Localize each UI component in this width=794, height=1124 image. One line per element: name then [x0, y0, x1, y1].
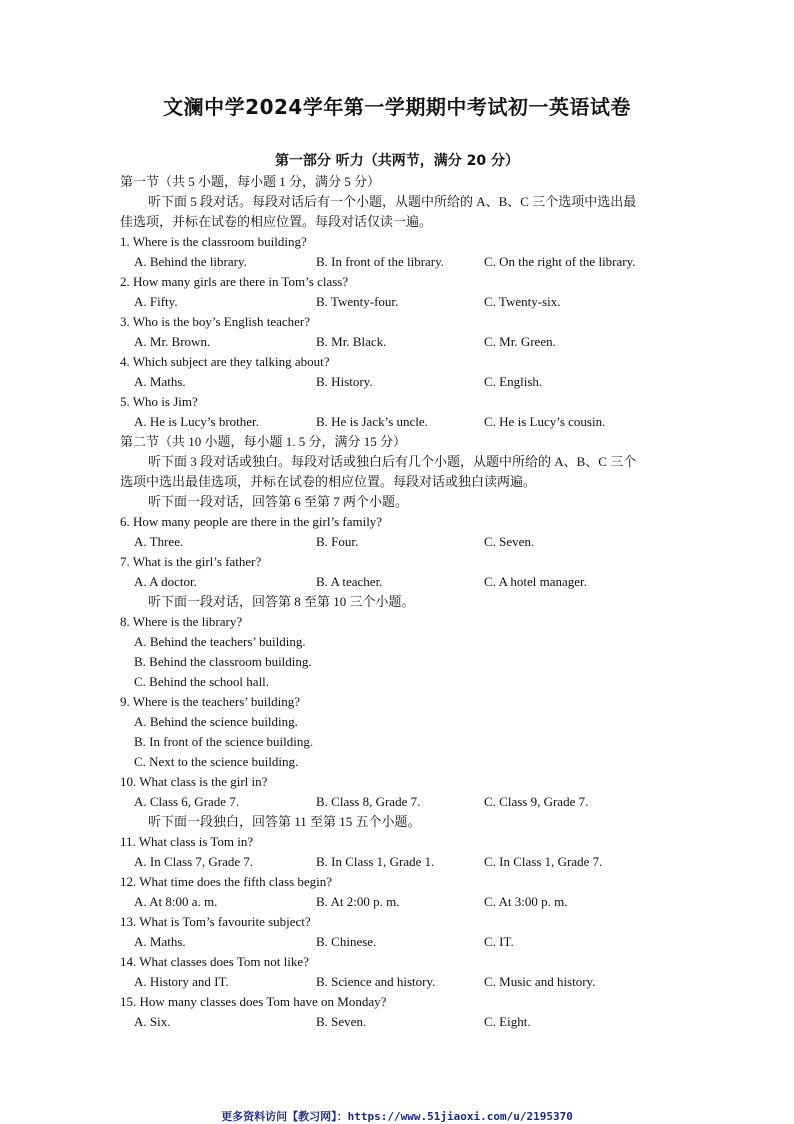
option-c: C. In Class 1, Grade 7.	[484, 854, 603, 869]
section-heading: 第二节（共 10 小题，每小题 1. 5 分，满分 15 分）	[120, 434, 407, 449]
option-a: A. Maths.	[134, 374, 186, 389]
option-a: A. History and IT.	[134, 974, 229, 989]
option-c: C. English.	[484, 374, 543, 389]
option-b: B. Twenty-four.	[316, 294, 399, 309]
option-c: C. A hotel manager.	[484, 574, 587, 589]
option-b: B. At 2:00 p. m.	[316, 894, 400, 909]
question-text: 1. Where is the classroom building?	[120, 234, 307, 249]
option-a: A. Mr. Brown.	[134, 334, 211, 349]
option-c: C. On the right of the library.	[484, 254, 636, 269]
options-row	[120, 372, 680, 392]
option-a: A. At 8:00 a. m.	[134, 894, 218, 909]
option-a: A. Behind the library.	[134, 254, 247, 269]
option-b: B. History.	[316, 374, 373, 389]
instruction-text: 听下面 5 段对话。每段对话后有一个小题，从题中所给的 A、B、C 三个选项中选出最	[148, 194, 637, 209]
option-b: B. Chinese.	[316, 934, 377, 949]
options-row	[120, 852, 680, 872]
instruction-text: 选项中选出最佳选项，并标在试卷的相应位置。每段对话或独白读两遍。	[120, 474, 537, 489]
question-text: 4. Which subject are they talking about?	[120, 354, 330, 369]
option-b: B. Class 8, Grade 7.	[316, 794, 421, 809]
question-text: 8. Where is the library?	[120, 614, 243, 629]
option-b: B. In front of the library.	[316, 254, 445, 269]
options-row	[120, 252, 680, 272]
question-text: 6. How many people are there in the girl’s family?	[120, 514, 383, 529]
options-row	[120, 792, 680, 812]
option-a: A. Behind the teachers’ building.	[134, 634, 306, 649]
option-b: B. In Class 1, Grade 1.	[316, 854, 435, 869]
option-c: C. Mr. Green.	[484, 334, 556, 349]
question-text: 7. What is the girl’s father?	[120, 554, 262, 569]
options-row	[120, 972, 680, 992]
options-row	[120, 332, 680, 352]
options-row	[120, 412, 680, 432]
instruction-text: 佳选项，并标在试卷的相应位置。每段对话仅读一遍。	[120, 214, 433, 229]
footer-link[interactable]: 更多资料访问【教习网】：https://www.51jiaoxi.com/u/2195370	[221, 1110, 573, 1123]
option-c: C. Behind the school hall.	[134, 674, 270, 689]
option-c: C. Class 9, Grade 7.	[484, 794, 589, 809]
option-b: B. A teacher.	[316, 574, 383, 589]
option-a: A. Fifty.	[134, 294, 178, 309]
option-a: A. Behind the science building.	[134, 714, 298, 729]
question-text: 11. What class is Tom in?	[120, 834, 254, 849]
listening-note: 听下面一段对话，回答第 6 至第 7 两个小题。	[148, 494, 409, 509]
option-c: C. Eight.	[484, 1014, 531, 1029]
options-row	[120, 572, 680, 592]
option-a: A. Maths.	[134, 934, 186, 949]
option-b: B. Four.	[316, 534, 359, 549]
question-text: 12. What time does the fifth class begin?	[120, 874, 333, 889]
question-text: 15. How many classes does Tom have on Monday?	[120, 994, 387, 1009]
option-c: C. Music and history.	[484, 974, 596, 989]
question-text: 5. Who is Jim?	[120, 394, 198, 409]
listening-note: 听下面一段独白，回答第 11 至第 15 五个小题。	[148, 814, 421, 829]
options-row	[120, 892, 680, 912]
question-text: 9. Where is the teachers’ building?	[120, 694, 301, 709]
option-b: B. In front of the science building.	[134, 734, 314, 749]
option-a: A. He is Lucy’s brother.	[134, 414, 259, 429]
options-row	[120, 532, 680, 552]
option-a: A. Three.	[134, 534, 184, 549]
option-c: C. Twenty-six.	[484, 294, 561, 309]
option-b: B. Science and history.	[316, 974, 436, 989]
option-c: C. At 3:00 p. m.	[484, 894, 568, 909]
instruction-text: 听下面 3 段对话或独白。每段对话或独白后有几个小题，从题中所给的 A、B、C 三个	[148, 454, 637, 469]
option-b: B. He is Jack’s uncle.	[316, 414, 428, 429]
question-text: 3. Who is the boy’s English teacher?	[120, 314, 311, 329]
options-row	[120, 1012, 680, 1032]
option-a: A. Class 6, Grade 7.	[134, 794, 240, 809]
option-a: A. A doctor.	[134, 574, 197, 589]
listening-note: 听下面一段对话，回答第 8 至第 10 三个小题。	[148, 594, 415, 609]
question-text: 13. What is Tom’s favourite subject?	[120, 914, 311, 929]
option-c: C. Next to the science building.	[134, 754, 299, 769]
option-a: A. Six.	[134, 1014, 171, 1029]
options-row	[120, 932, 680, 952]
page-title: 文澜中学2024学年第一学期期中考试初一英语试卷	[163, 95, 631, 119]
option-c: C. He is Lucy’s cousin.	[484, 414, 606, 429]
part-title: 第一部分 听力（共两节，满分 20 分）	[274, 153, 520, 169]
question-text: 10. What class is the girl in?	[120, 774, 268, 789]
option-b: B. Seven.	[316, 1014, 367, 1029]
section-heading: 第一节（共 5 小题，每小题 1 分，满分 5 分）	[120, 174, 381, 189]
exam-content	[120, 172, 680, 1032]
option-c: C. IT.	[484, 934, 514, 949]
option-b: B. Behind the classroom building.	[134, 654, 312, 669]
option-b: B. Mr. Black.	[316, 334, 387, 349]
question-text: 2. How many girls are there in Tom’s class?	[120, 274, 349, 289]
option-a: A. In Class 7, Grade 7.	[134, 854, 254, 869]
question-text: 14. What classes does Tom not like?	[120, 954, 309, 969]
options-row	[120, 292, 680, 312]
option-c: C. Seven.	[484, 534, 535, 549]
